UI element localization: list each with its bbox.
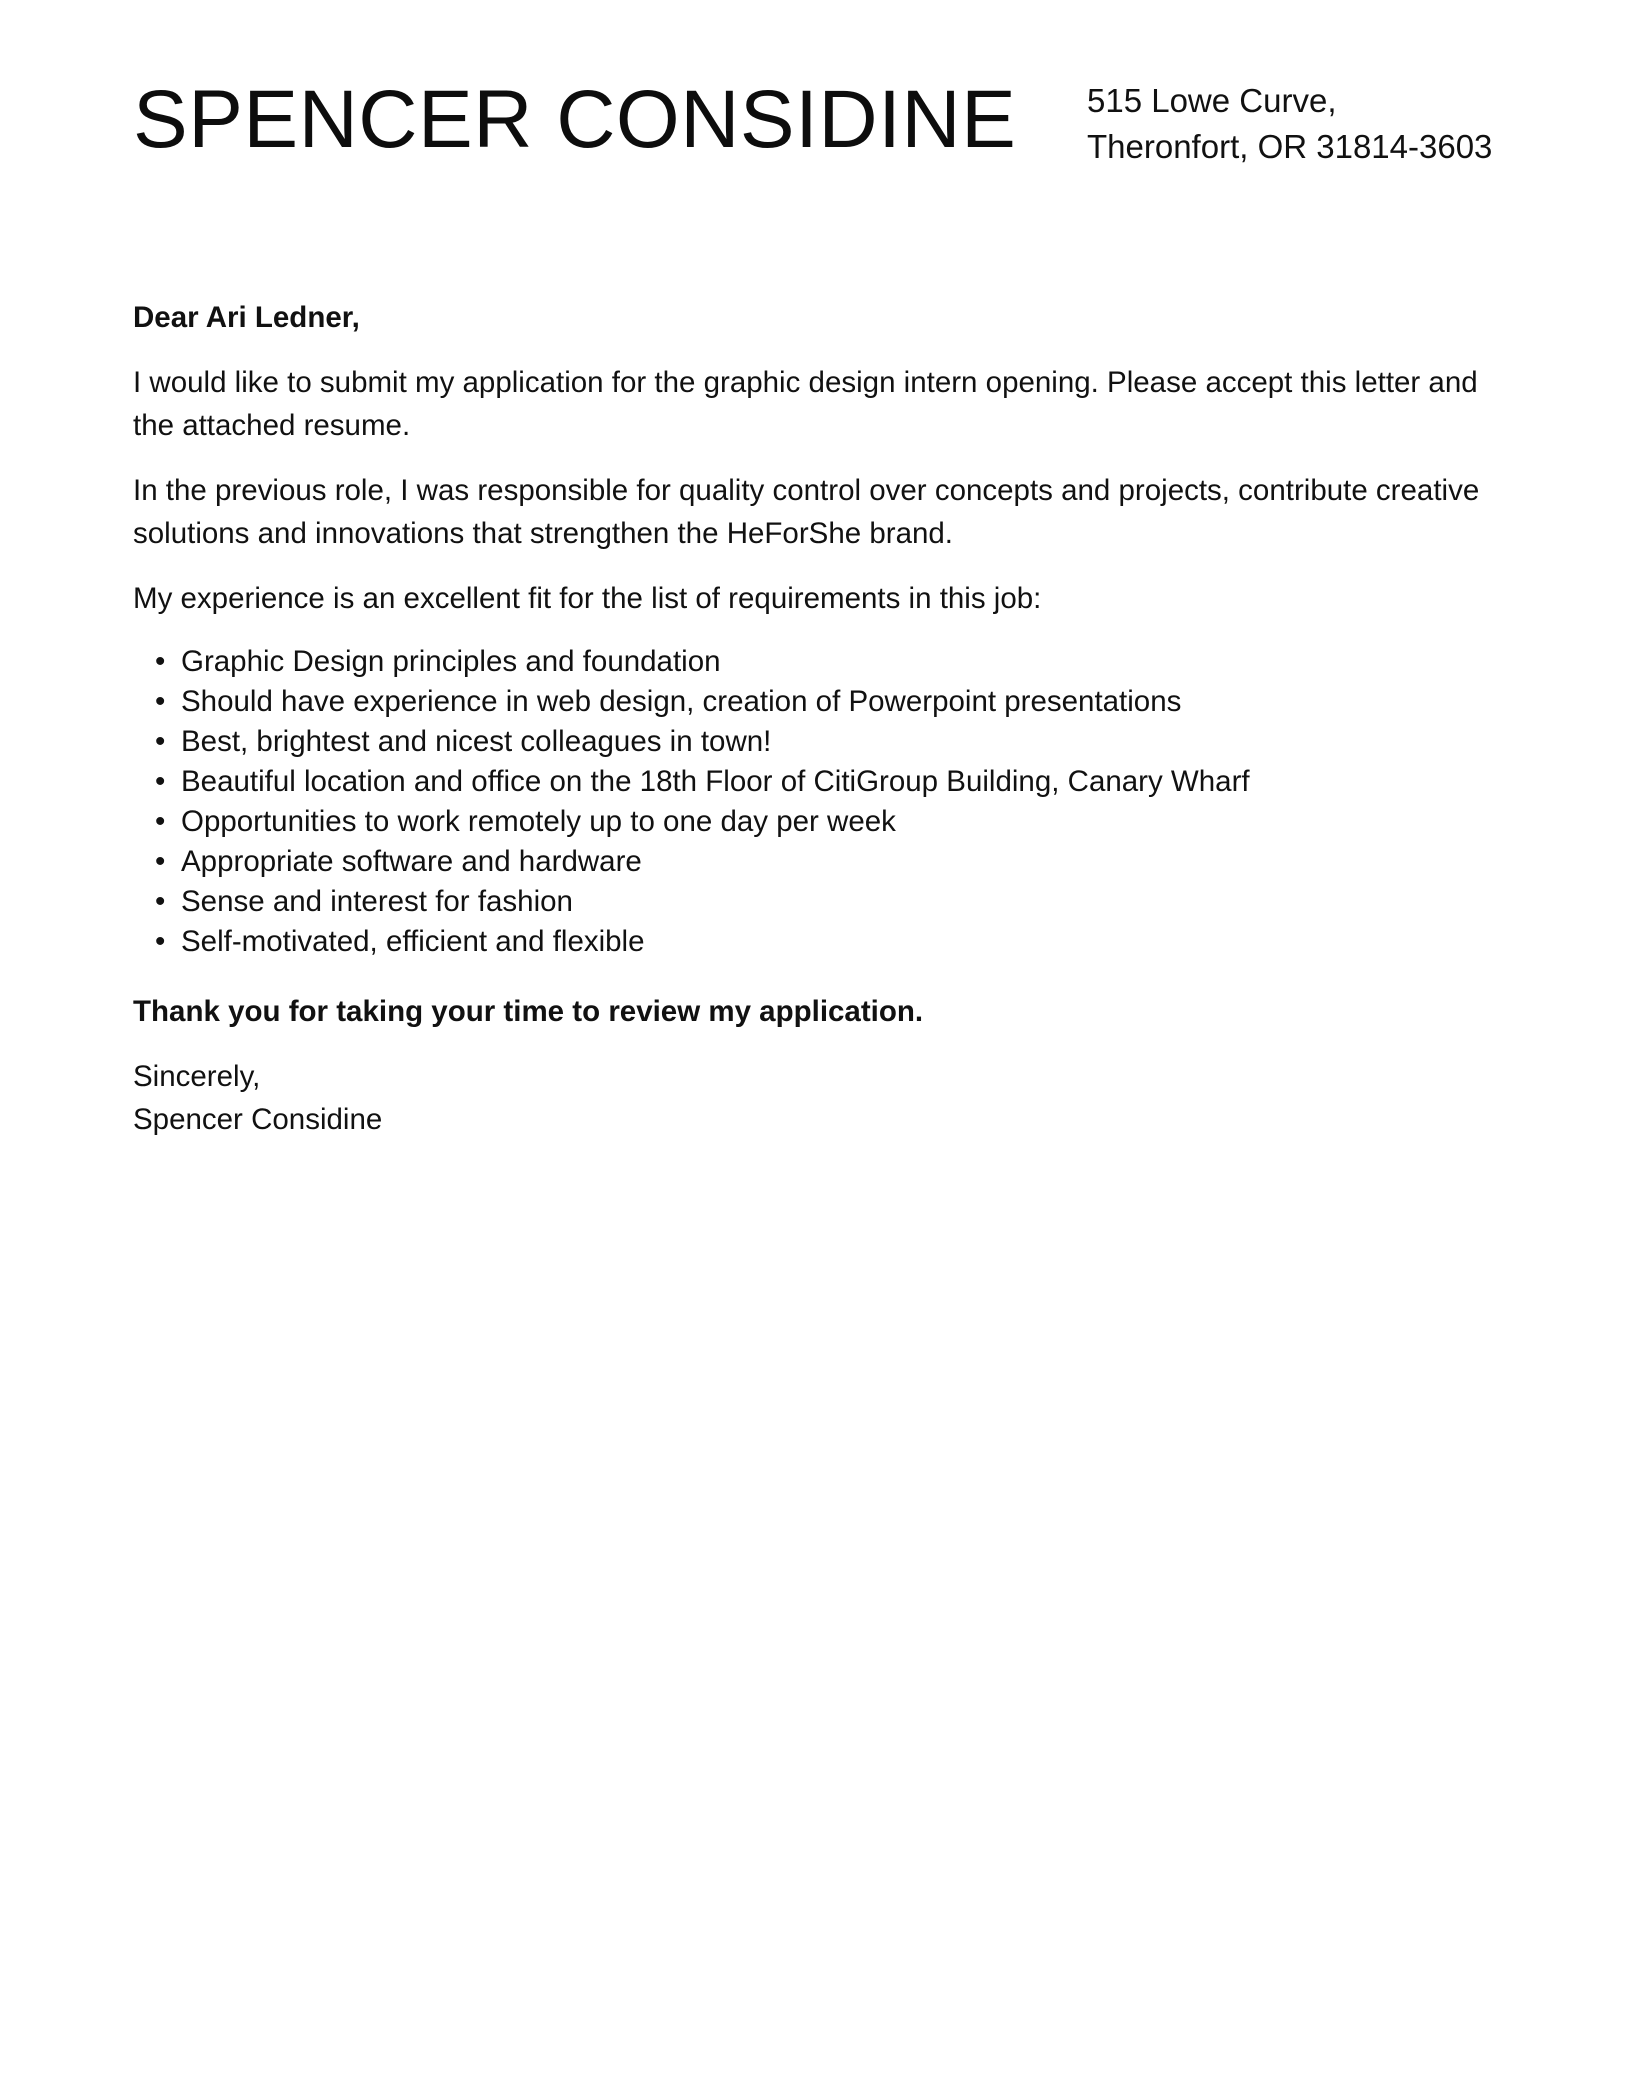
list-item-text: Self-motivated, efficient and flexible [181,925,645,958]
bullet-icon: • [155,845,166,878]
list-item-text: Appropriate software and hardware [181,845,642,878]
paragraph-experience: In the previous role, I was responsible for quality control over concepts and projects, contribute creative solutions and innovations that strengthen the HeForShe brand. [133,474,1480,550]
list-item-text: Beautiful location and office on the 18th Floor of CitiGroup Building, Canary Wharf [181,765,1250,798]
paragraph-requirements-intro: My experience is an excellent fit for the list of requirements in this job: [133,582,1042,615]
list-item-text: Graphic Design principles and foundation [181,645,721,678]
paragraph-intro: I would like to submit my application for the graphic design intern opening. Please accept this letter and the attached resume. [133,366,1478,442]
bullet-icon: • [155,805,166,838]
list-item-text: Opportunities to work remotely up to one day per week [181,805,896,838]
list-item-text: Should have experience in web design, creation of Powerpoint presentations [181,685,1182,718]
list-item [155,842,1513,882]
address-line-2: Theronfort, OR 31814-3603 [1087,128,1493,165]
closing: Sincerely, [133,1060,261,1093]
signoff [133,1055,1513,1141]
list-item [155,802,1513,842]
bullet-icon: • [155,725,166,758]
signature-name: Spencer Considine [133,1103,383,1136]
bullet-icon: • [155,765,166,798]
list-item [155,882,1513,922]
address-line-1: 515 Lowe Curve, [1087,82,1337,119]
bullet-icon: • [155,645,166,678]
thank-you-line: Thank you for taking your time to review my application. [133,995,924,1028]
list-item [155,922,1513,962]
letter-body [133,296,1513,1141]
requirements-list [133,642,1513,962]
list-item [155,762,1513,802]
bullet-icon: • [155,925,166,958]
bullet-icon: • [155,685,166,718]
list-item [155,722,1513,762]
list-item [155,642,1513,682]
salutation: Dear Ari Ledner, [133,301,360,334]
list-item-text: Best, brightest and nicest colleagues in town! [181,725,772,758]
list-item-text: Sense and interest for fashion [181,885,573,918]
applicant-name: SPENCER CONSIDINE [133,74,1017,165]
list-item [155,682,1513,722]
bullet-icon: • [155,885,166,918]
applicant-address [1087,78,1492,170]
